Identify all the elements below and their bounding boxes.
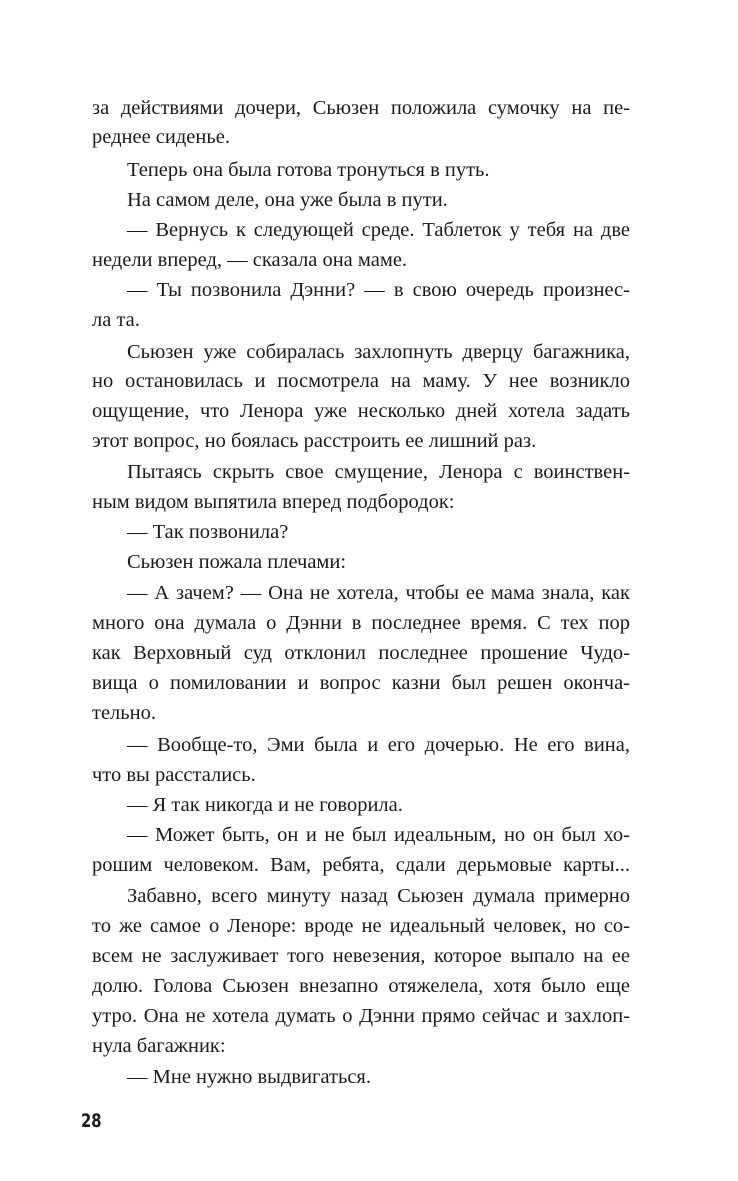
text-line: но остановилась и посмотрела на маму. У нее возникло bbox=[92, 370, 630, 392]
text-line: ным видом выпятила вперед подбородок: bbox=[92, 491, 455, 513]
text-line: за действиями дочери, Сьюзен положила сумочку на пе- bbox=[92, 97, 630, 119]
text-line: Сьюзен пожала плечами: bbox=[127, 551, 347, 573]
text-line: тельно. bbox=[92, 702, 156, 724]
page-number: 28 bbox=[81, 1110, 102, 1132]
text-line: этот вопрос, но боялась расстроить ее лишний раз. bbox=[92, 430, 537, 452]
text-line: вища о помиловании и вопрос казни был решен оконча- bbox=[92, 672, 630, 694]
text-line: ощущение, что Ленора уже несколько дней хотела задать bbox=[92, 400, 630, 422]
text-line: недели вперед, — сказала она маме. bbox=[92, 249, 408, 271]
text-line: долю. Голова Сьюзен внезапно отяжелела, хотя было еще bbox=[92, 975, 630, 997]
text-line: — Так позвонила? bbox=[127, 521, 289, 543]
text-line: — Ты позвонила Дэнни? — в свою очередь произнес- bbox=[127, 279, 630, 301]
text-line: — Я так никогда и не говорила. bbox=[127, 794, 403, 816]
text-line: — Может быть, он и не был идеальным, но он был хо- bbox=[127, 824, 630, 846]
text-line: — Мне нужно выдвигаться. bbox=[127, 1066, 371, 1088]
text-line: — Вообще-то, Эми была и его дочерью. Не его вина, bbox=[127, 734, 630, 756]
text-line: — А зачем? — Она не хотела, чтобы ее мама знала, как bbox=[127, 582, 630, 604]
text-line: реднее сиденье. bbox=[92, 126, 230, 148]
text-line: — Вернусь к следующей среде. Таблеток у тебя на две bbox=[127, 219, 630, 241]
text-line: Забавно, всего минуту назад Сьюзен думала примерно bbox=[127, 885, 630, 907]
text-line: то же самое о Леноре: вроде не идеальный человек, но со- bbox=[92, 915, 630, 937]
text-line: утро. Она не хотела думать о Дэнни прямо сейчас и захлоп- bbox=[92, 1005, 630, 1027]
text-line: много она думала о Дэнни в последнее время. С тех пор bbox=[92, 612, 630, 634]
text-line: рошим человеком. Вам, ребята, сдали дерьмовые карты... bbox=[92, 854, 630, 876]
text-line: что вы расстались. bbox=[92, 764, 256, 786]
text-line: ла та. bbox=[92, 309, 140, 331]
text-line: Теперь она была готова тронуться в путь. bbox=[127, 159, 490, 181]
text-line: На самом деле, она уже была в пути. bbox=[127, 189, 448, 211]
text-line: нула багажник: bbox=[92, 1035, 226, 1057]
text-line: как Верховный суд отклонил последнее прошение Чудо- bbox=[92, 642, 630, 664]
text-line: Сьюзен уже собиралась захлопнуть дверцу багажника, bbox=[127, 341, 630, 363]
text-line: Пытаясь скрыть свое смущение, Ленора с воинствен- bbox=[127, 461, 630, 483]
text-line: всем не заслуживает того невезения, которое выпало на ее bbox=[92, 945, 630, 967]
